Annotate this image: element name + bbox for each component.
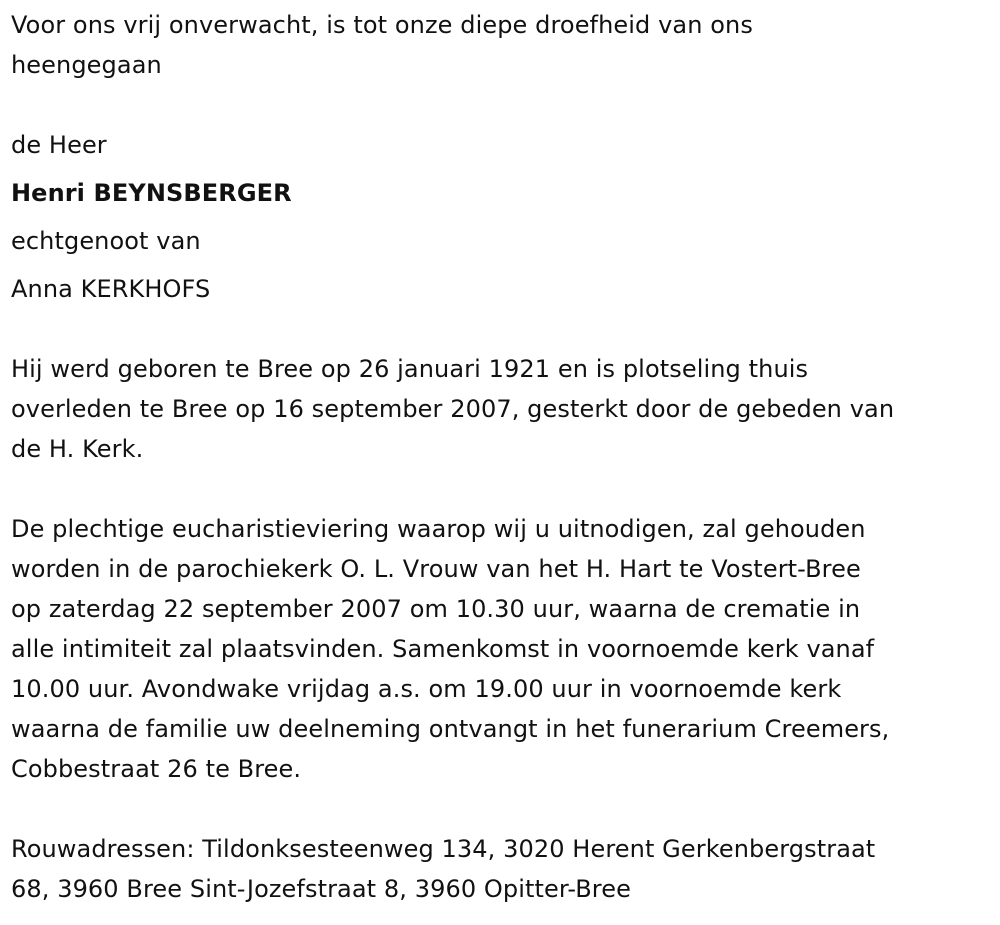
ceremony-line: alle intimiteit zal plaatsvinden. Samenkomst in voornoemde kerk vanaf xyxy=(11,635,875,663)
obituary-notice xyxy=(11,5,996,909)
intro-line: heengegaan xyxy=(11,51,162,79)
deceased-name: Henri BEYNSBERGER xyxy=(11,179,292,207)
intro-line: Voor ons vrij onverwacht, is tot onze diepe droefheid van ons xyxy=(11,11,753,39)
ceremony-line: op zaterdag 22 september 2007 om 10.30 uur, waarna de crematie in xyxy=(11,595,861,623)
name-block xyxy=(11,121,996,313)
address-paragraph xyxy=(11,829,996,909)
address-line: 68, 3960 Bree Sint-Jozefstraat 8, 3960 Opitter-Bree xyxy=(11,875,631,903)
birth-death-line: overleden te Bree op 16 september 2007, gesterkt door de gebeden van xyxy=(11,395,895,423)
birth-death-line: de H. Kerk. xyxy=(11,435,144,463)
ceremony-line: De plechtige eucharistieviering waarop wij u uitnodigen, zal gehouden xyxy=(11,515,866,543)
relation-text: echtgenoot van xyxy=(11,227,201,255)
intro-paragraph xyxy=(11,5,996,85)
spouse-name: Anna KERKHOFS xyxy=(11,275,211,303)
address-line: Rouwadressen: Tildonksesteenweg 134, 3020 Herent Gerkenbergstraat xyxy=(11,835,876,863)
birth-death-line: Hij werd geboren te Bree op 26 januari 1921 en is plotseling thuis xyxy=(11,355,809,383)
spacer xyxy=(11,469,996,509)
spacer xyxy=(11,789,996,829)
spacer xyxy=(11,85,996,125)
spacer xyxy=(11,313,996,353)
ceremony-line: worden in de parochiekerk O. L. Vrouw van het H. Hart te Vostert-Bree xyxy=(11,555,861,583)
ceremony-paragraph xyxy=(11,509,996,789)
ceremony-line: waarna de familie uw deelneming ontvangt in het funerarium Creemers, xyxy=(11,715,890,743)
honorific-title: de Heer xyxy=(11,131,107,159)
ceremony-line: Cobbestraat 26 te Bree. xyxy=(11,755,302,783)
birth-death-paragraph xyxy=(11,349,996,469)
ceremony-line: 10.00 uur. Avondwake vrijdag a.s. om 19.00 uur in voornoemde kerk xyxy=(11,675,842,703)
